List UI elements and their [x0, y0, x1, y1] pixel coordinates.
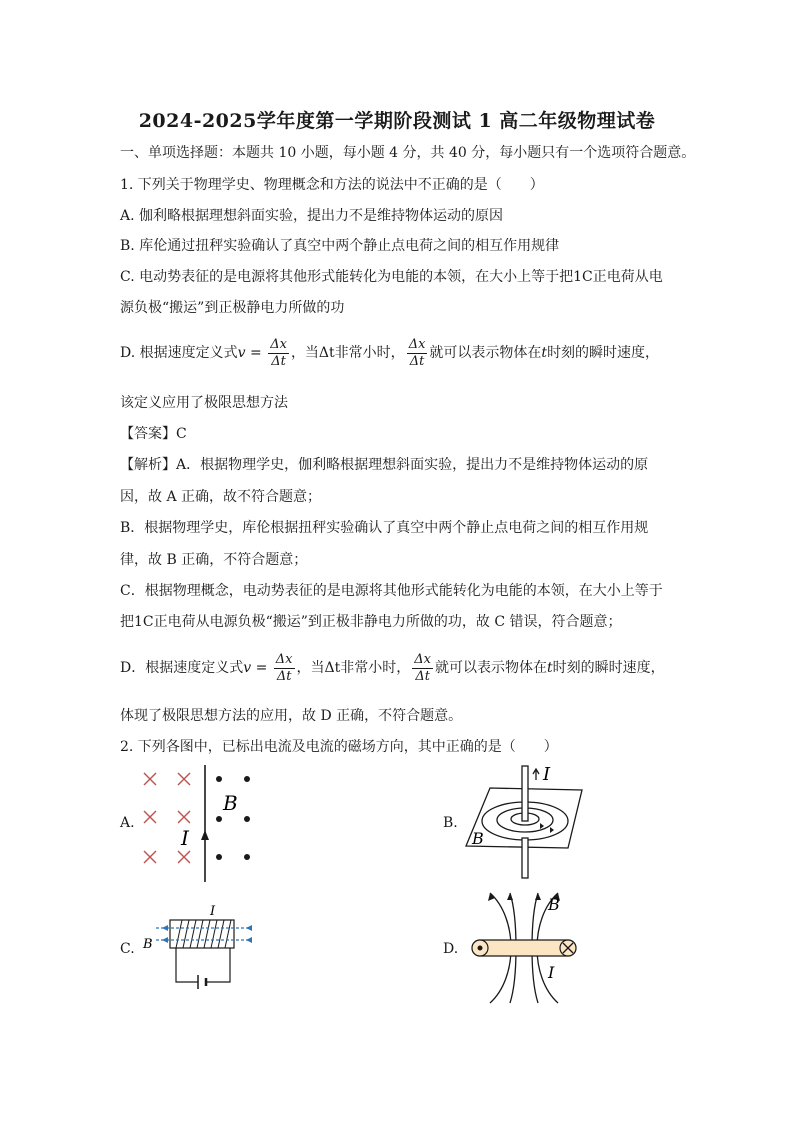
q1-option-d-line1: D. 根据速度定义式v = $\frac{\Delta x}{\Delta t}$ ，当Δt非常小时， $\frac{\Delta x}{\Delta t}$ 就可以表示物体在t时刻的瞬时速度， — [120, 336, 660, 369]
q1-explanation-a-1: 【解析】A．根据物理学史，伽利略根据理想斜面实验，提出力不是维持物体运动的原 — [120, 457, 649, 473]
field-symbol-b: B — [143, 937, 153, 952]
current-arrow-icon — [533, 769, 539, 780]
circuit-wire — [176, 948, 198, 982]
q1-option-d-line2: 该定义应用了极限思想方法 — [120, 395, 288, 411]
q1-explanation-d-2: 体现了极限思想方法的应用，故 D 正确，不符合题意。 — [120, 708, 463, 724]
figure-b-wire-through-plane — [460, 760, 600, 880]
field-symbol-b: B — [223, 791, 238, 815]
option-d-label: D. — [443, 941, 459, 957]
fraction: $\frac{\Delta x}{\Delta t}$ — [275, 651, 293, 684]
section-heading: 一、单项选择题：本题共 10 小题，每小题 4 分，共 40 分，每小题只有一个选项符合题意。 — [120, 145, 696, 161]
q1-option-b: B. 库伦通过扭秤实验确认了真空中两个静止点电荷之间的相互作用规律 — [120, 238, 560, 254]
figure-c-solenoid — [138, 900, 258, 1000]
current-symbol-i: I — [548, 963, 555, 982]
figure-a-straight-wire-field — [135, 760, 265, 885]
figure-d-current-loop — [460, 888, 590, 1008]
q1-explanation-c-1: C．根据物理概念，电动势表征的是电源将其他形式能转化为电能的本领，在大小上等于 — [120, 583, 663, 599]
option-a-label: A. — [120, 815, 135, 831]
q1-explanation-c-2: 把1C正电荷从电源负极“搬运”到正极非静电力所做的功，故 C 错误，符合题意； — [120, 614, 622, 630]
field-symbol-b: B — [472, 829, 484, 848]
fraction: $\frac{\Delta x}{\Delta t}$ — [270, 336, 287, 369]
field-symbol-b: B — [548, 895, 560, 914]
fraction: $\frac{\Delta x}{\Delta t}$ — [408, 336, 426, 369]
wire-lower — [522, 838, 528, 878]
q1-option-a: A. 伽利略根据理想斜面实验，提出力不是维持物体运动的原因 — [120, 208, 504, 224]
option-c-label: C. — [120, 941, 135, 957]
q1-explanation-a-2: 因，故 A 正确，故不符合题意； — [120, 489, 322, 505]
q1-explanation-b-2: 律，故 B 正确，不符合题意； — [120, 552, 308, 568]
current-arrow-icon — [201, 830, 209, 840]
out-of-page-dot — [478, 946, 483, 951]
circuit-wire — [206, 948, 230, 982]
q1-explanation-b-1: B．根据物理学史，库伦根据扭秤实验确认了真空中两个静止点电荷之间的相互作用规 — [120, 520, 649, 536]
current-symbol-i: I — [210, 904, 216, 919]
q1-option-c-line1: C. 电动势表征的是电源将其他形式能转化为电能的本领，在大小上等于把1C正电荷从电 — [120, 269, 663, 285]
q2-stem: 2. 下列各图中，已标出电流及电流的磁场方向，其中正确的是（ ） — [120, 739, 558, 755]
option-b-label: B. — [443, 815, 458, 831]
out-of-page-dots — [216, 776, 250, 860]
current-symbol-i: I — [543, 764, 551, 785]
current-symbol-i: I — [181, 826, 189, 850]
q1-option-c-line2: 源负极“搬运”到正极静电力所做的功 — [120, 300, 345, 316]
q1-explanation-d-1: D．根据速度定义式v = $\frac{\Delta x}{\Delta t}$ ，当Δt非常小时， $\frac{\Delta x}{\Delta t}$ 就可以表示物体在t时刻的瞬时速度， — [120, 651, 665, 684]
q1-answer: 【答案】C — [120, 426, 187, 442]
q1-stem: 1. 下列关于物理学史、物理概念和方法的说法中不正确的是（ ） — [120, 177, 544, 193]
page-title: 2024-2025学年度第一学期阶段测试 1 高二年级物理试卷 — [138, 110, 656, 132]
wire — [522, 766, 528, 821]
fraction: $\frac{\Delta x}{\Delta t}$ — [414, 651, 432, 684]
